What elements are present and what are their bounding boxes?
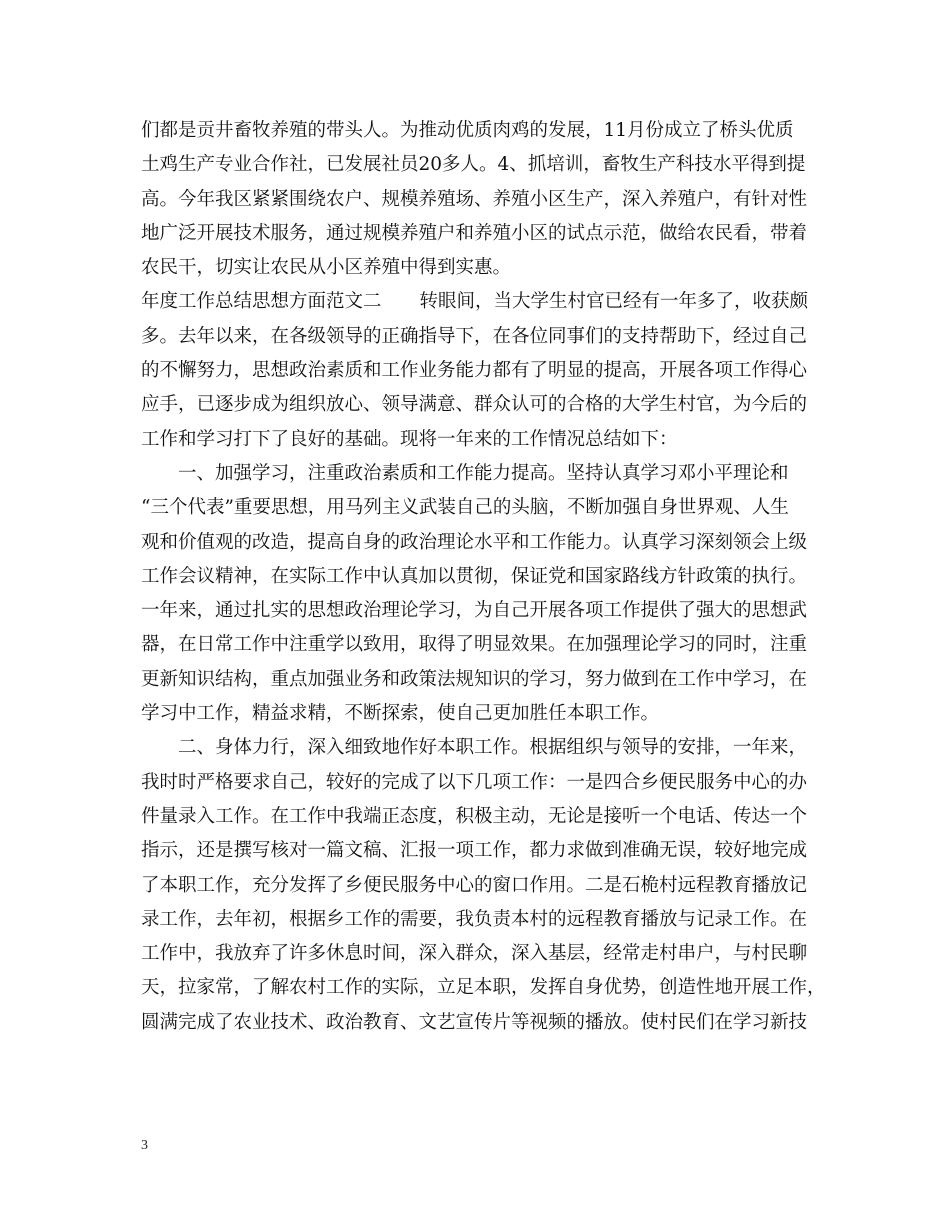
text-line: 我时时严格要求自己，较好的完成了以下几项工作：一是四合乡便民服务中心的办 bbox=[141, 771, 808, 793]
text-line: 一年来，通过扎实的思想政治理论学习，为自己开展各项工作提供了强大的思想武 bbox=[141, 600, 808, 622]
text-line: 了本职工作，充分发挥了乡便民服务中心的窗口作用。二是石桅村远程教育播放记 bbox=[141, 874, 808, 896]
page-number: 3 bbox=[141, 1138, 148, 1153]
text-line: 器，在日常工作中注重学以致用，取得了明显效果。在加强理论学习的同时，注重 bbox=[141, 634, 808, 656]
text-line: 工作会议精神，在实际工作中认真加以贯彻，保证党和国家路线方针政策的执行。 bbox=[141, 565, 808, 587]
section-title-line bbox=[141, 285, 831, 319]
text-line: 工作和学习打下了良好的基础。现将一年来的工作情况总结如下： bbox=[141, 428, 678, 450]
text-line: 更新知识结构，重点加强业务和政策法规知识的学习，努力做到在工作中学习，在 bbox=[141, 668, 808, 690]
text-line: 地广泛开展技术服务，通过规模养殖户和养殖小区的试点示范，做给农民看，带着 bbox=[141, 222, 808, 244]
paragraph-first-line: 二、身体力行，深入细致地作好本职工作。根据组织与领导的安排，一年来， bbox=[178, 737, 808, 759]
section-first-line: 转眼间，当大学生村官已经有一年多了，收获颇 bbox=[419, 291, 809, 313]
text-line: 学习中工作，精益求精，不断探索，使自己更加胜任本职工作。 bbox=[141, 703, 660, 725]
text-line: 录工作，去年初，根据乡工作的需要，我负责本村的远程教育播放与记录工作。在 bbox=[141, 908, 808, 930]
text-line: 圆满完成了农业技术、政治教育、文艺宣传片等视频的播放。使村民们在学习新技 bbox=[141, 1011, 808, 1033]
text-line: “三个代表”重要思想，用马列主义武装自己的头脑，不断加强自身世界观、人生 bbox=[141, 497, 789, 519]
text-line: 多。去年以来，在各级领导的正确指导下，在各位同事们的支持帮助下，经过自己 bbox=[141, 325, 808, 347]
paragraph-first-line: 一、加强学习，注重政治素质和工作能力提高。坚持认真学习邓小平理论和 bbox=[178, 462, 789, 484]
text-line: 高。今年我区紧紧围绕农户、规模养殖场、养殖小区生产，深入养殖户，有针对性 bbox=[141, 188, 808, 210]
section-title: 年度工作总结思想方面范文二 bbox=[141, 291, 382, 313]
text-line: 件量录入工作。在工作中我端正态度，积极主动，无论是接听一个电话、传达一个 bbox=[141, 805, 808, 827]
text-line: 天，拉家常，了解农村工作的实际，立足本职，发挥自身优势，创造性地开展工作， bbox=[141, 977, 826, 999]
text-line: 应手，已逐步成为组织放心、领导满意、群众认可的合格的大学生村官，为今后的 bbox=[141, 394, 808, 416]
text-line: 指示，还是撰写核对一篇文稿、汇报一项工作，都力求做到准确无误，较好地完成 bbox=[141, 840, 808, 862]
text-line: 农民干，切实让农民从小区养殖中得到实惠。 bbox=[141, 257, 512, 279]
text-line: 的不懈努力，思想政治素质和工作业务能力都有了明显的提高，开展各项工作得心 bbox=[141, 360, 808, 382]
document-body bbox=[141, 114, 831, 1040]
text-line: 土鸡生产专业合作社，已发展社员20多人。4、抓培训，畜牧生产科技水平得到提 bbox=[141, 154, 806, 176]
text-line: 观和价值观的改造，提高自身的政治理论水平和工作能力。认真学习深刻领会上级 bbox=[141, 531, 808, 553]
text-line: 们都是贡井畜牧养殖的带头人。为推动优质肉鸡的发展，11月份成立了桥头优质 bbox=[141, 120, 794, 141]
text-line: 工作中，我放弃了许多休息时间，深入群众，深入基层，经常走村串户，与村民聊 bbox=[141, 943, 808, 965]
